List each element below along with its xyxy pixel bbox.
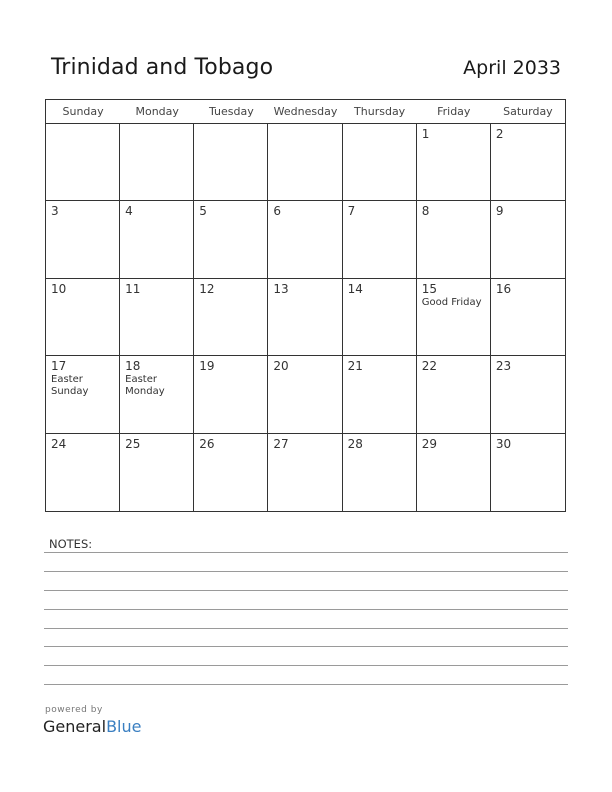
day-cell[interactable] xyxy=(268,201,342,278)
day-cell[interactable] xyxy=(46,124,120,201)
day-number: 23 xyxy=(495,359,512,374)
day-cell[interactable] xyxy=(268,124,342,201)
day-number: 18 xyxy=(125,359,141,374)
notes-line xyxy=(44,552,568,553)
day-number: 9 xyxy=(495,204,504,219)
weekday-header-row xyxy=(46,100,565,124)
day-cell[interactable] xyxy=(194,201,268,278)
day-cell[interactable] xyxy=(194,434,268,511)
day-number: 27 xyxy=(273,436,289,451)
day-number: 19 xyxy=(199,359,215,374)
day-number: 26 xyxy=(199,436,215,451)
day-number: 3 xyxy=(51,204,59,219)
day-number: 21 xyxy=(347,359,363,374)
day-number: 20 xyxy=(273,359,289,374)
day-number: 17 xyxy=(51,359,67,374)
day-cell[interactable] xyxy=(46,279,120,356)
generalblue-logo[interactable] xyxy=(43,717,141,736)
notes-line xyxy=(44,609,568,610)
weekday-saturday: Saturday xyxy=(503,105,553,118)
day-number: 29 xyxy=(421,436,437,451)
notes-line xyxy=(44,571,568,572)
day-cell[interactable] xyxy=(120,201,194,278)
weekday-sunday: Sunday xyxy=(62,105,104,118)
notes-line xyxy=(44,684,568,685)
holiday-label: Easter Monday xyxy=(125,374,165,398)
calendar-country-title: Trinidad and Tobago xyxy=(51,55,274,80)
day-cell[interactable] xyxy=(343,356,417,433)
day-number: 1 xyxy=(421,127,430,141)
day-number: 16 xyxy=(495,281,512,296)
notes-line xyxy=(44,628,568,629)
weekday-thursday: Thursday xyxy=(354,105,406,118)
day-cell[interactable] xyxy=(491,434,565,511)
calendar-body xyxy=(46,124,565,511)
day-number: 25 xyxy=(125,436,141,451)
day-number: 7 xyxy=(347,204,356,219)
day-number: 5 xyxy=(199,204,207,219)
weekday-tuesday: Tuesday xyxy=(208,105,254,118)
day-cell[interactable] xyxy=(268,356,342,433)
day-cell[interactable] xyxy=(343,124,417,201)
day-number: 10 xyxy=(51,281,67,296)
day-cell[interactable] xyxy=(417,124,491,201)
day-number: 4 xyxy=(125,204,133,219)
day-number: 6 xyxy=(273,204,282,219)
day-cell[interactable] xyxy=(343,434,417,511)
day-number: 2 xyxy=(495,127,504,141)
holiday-label: Good Friday xyxy=(421,296,482,308)
notes-line xyxy=(44,590,568,591)
day-number: 8 xyxy=(421,204,430,219)
weekday-friday: Friday xyxy=(437,105,471,118)
calendar-month-year: April 2033 xyxy=(463,57,561,79)
holiday-label: Easter Sunday xyxy=(51,374,89,398)
day-number: 12 xyxy=(199,281,215,296)
day-cell[interactable] xyxy=(491,124,565,201)
day-cell[interactable] xyxy=(268,434,342,511)
day-cell[interactable] xyxy=(343,201,417,278)
calendar-grid xyxy=(45,99,566,512)
day-cell[interactable] xyxy=(417,356,491,433)
notes-line xyxy=(44,665,568,666)
logo-general-text: General xyxy=(43,717,107,736)
powered-by-text: powered by xyxy=(45,705,103,715)
notes-label: NOTES: xyxy=(49,537,93,551)
day-cell[interactable] xyxy=(120,434,194,511)
day-cell[interactable] xyxy=(491,279,565,356)
day-cell[interactable] xyxy=(194,356,268,433)
day-number: 14 xyxy=(347,281,363,296)
day-cell[interactable] xyxy=(120,356,194,433)
day-number: 24 xyxy=(51,436,67,451)
day-cell[interactable] xyxy=(343,279,417,356)
day-cell[interactable] xyxy=(491,201,565,278)
day-cell[interactable] xyxy=(120,279,194,356)
day-cell[interactable] xyxy=(491,356,565,433)
day-number: 15 xyxy=(421,281,437,296)
day-cell[interactable] xyxy=(268,279,342,356)
day-number: 22 xyxy=(421,359,437,374)
day-number: 28 xyxy=(347,436,363,451)
logo-blue-text: Blue xyxy=(106,717,142,736)
day-cell[interactable] xyxy=(120,124,194,201)
day-cell[interactable] xyxy=(46,201,120,278)
weekday-wednesday: Wednesday xyxy=(273,105,338,118)
day-number: 13 xyxy=(273,281,289,296)
day-cell[interactable] xyxy=(46,434,120,511)
day-cell[interactable] xyxy=(194,279,268,356)
weekday-monday: Monday xyxy=(135,105,179,118)
day-cell[interactable] xyxy=(417,279,491,356)
notes-line xyxy=(44,646,568,647)
day-cell[interactable] xyxy=(417,434,491,511)
day-number: 11 xyxy=(125,281,141,296)
day-number: 30 xyxy=(495,436,512,451)
day-cell[interactable] xyxy=(417,201,491,278)
day-cell[interactable] xyxy=(194,124,268,201)
day-cell[interactable] xyxy=(46,356,120,433)
